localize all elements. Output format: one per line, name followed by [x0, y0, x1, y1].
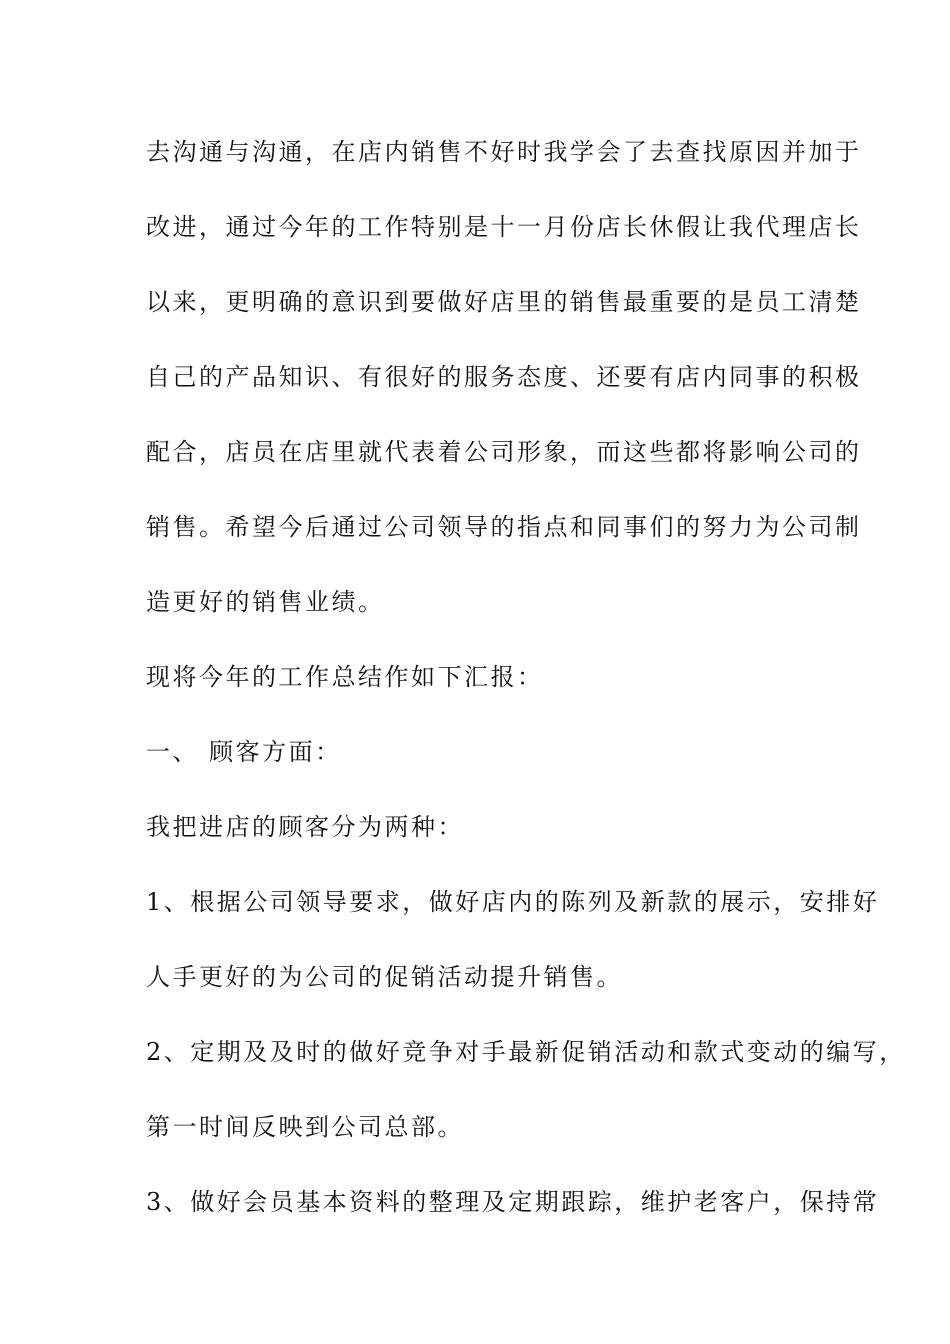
document-body [146, 130, 906, 1255]
section-heading: 一、 顾客方面： [146, 738, 342, 766]
text-line: 以来，更明确的意识到要做好店里的销售最重要的是员工清楚 [146, 288, 862, 316]
text-line: 现将今年的工作总结作如下汇报： [146, 663, 544, 691]
text-line: 造更好的销售业绩。 [146, 588, 385, 616]
text-line: 第一时间反映到公司总部。 [146, 1113, 464, 1141]
list-item: 2、定期及及时的做好竞争对手最新促销活动和款式变动的编写， [146, 1038, 906, 1066]
text-line: 我把进店的顾客分为两种： [146, 813, 464, 841]
text-line: 人手更好的为公司的促销活动提升销售。 [146, 963, 623, 991]
list-item: 3、做好会员基本资料的整理及定期跟踪，维护老客户，保持常 [146, 1188, 880, 1216]
text-line: 改进，通过今年的工作特别是十一月份店长休假让我代理店长 [146, 213, 862, 241]
text-line: 销售。希望今后通过公司领导的指点和同事们的努力为公司制 [146, 513, 862, 541]
text-line: 自己的产品知识、有很好的服务态度、还要有店内同事的积极 [146, 363, 862, 391]
list-item: 1、根据公司领导要求，做好店内的陈列及新款的展示，安排好 [146, 888, 880, 916]
text-line: 配合，店员在店里就代表着公司形象，而这些都将影响公司的 [146, 438, 862, 466]
text-line: 去沟通与沟通，在店内销售不好时我学会了去查找原因并加于 [146, 138, 862, 166]
